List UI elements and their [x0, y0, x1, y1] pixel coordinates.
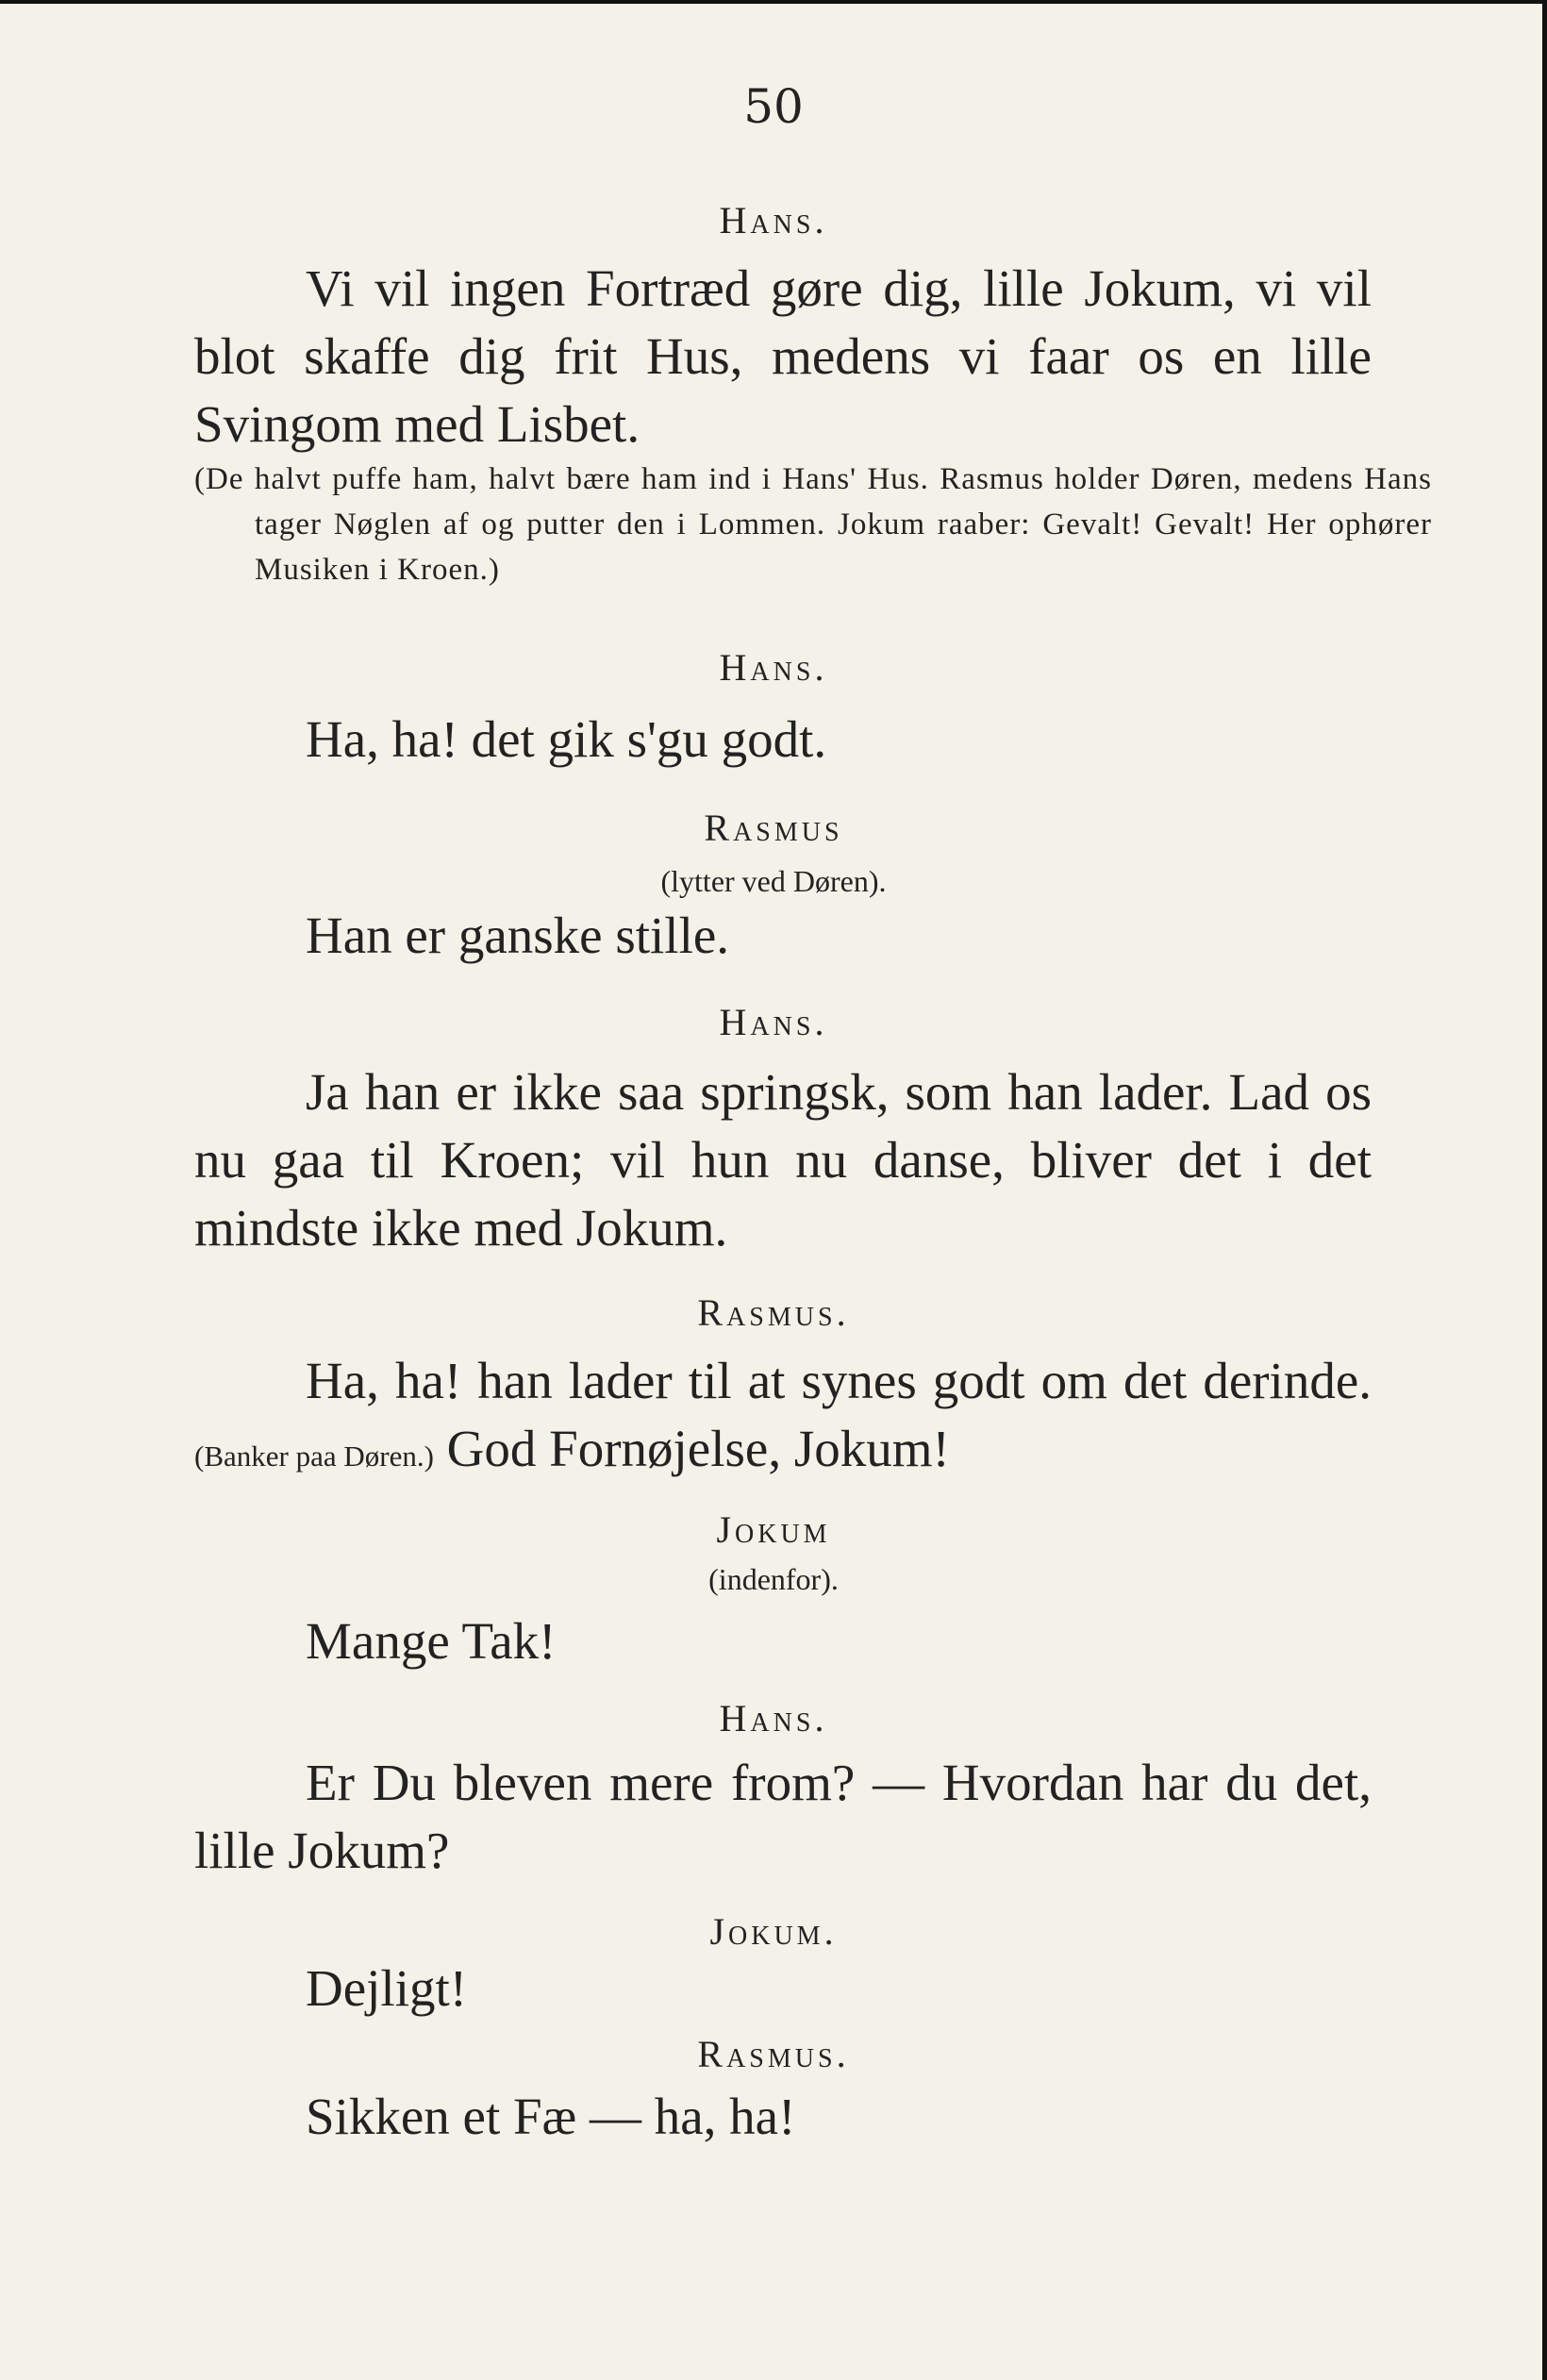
speech-hans-4: Er Du bleven mere from? — Hvordan har du det, lille Jokum? — [194, 1754, 1372, 1879]
speaker-hans-3: Hans. — [719, 1001, 828, 1043]
speaker-jokum-1: Jokum — [716, 1508, 831, 1551]
speech-rasmus-3: Sikken et Fæ — ha, ha! — [306, 2088, 796, 2145]
speech-hans-2: Ha, ha! det gik s'gu godt. — [306, 710, 827, 768]
stage-direction-1: (De halvt puffe ham, halvt bære ham ind i Hans' Hus. Rasmus holder Døren, medens Hans tager Nøglen af og putter den i Lommen. Jokum raaber: Gevalt! Gevalt! Her ophører Musiken i Kroen.) — [194, 462, 1432, 587]
speech-rasmus-2 — [194, 1347, 1372, 1490]
speech-rasmus-2-a: Ha, ha! han lader til at synes godt om det derinde. — [306, 1352, 1372, 1409]
speaker-rasmus-2: Rasmus. — [697, 1291, 850, 1334]
speaker-jokum-2: Jokum. — [709, 1910, 838, 1953]
speech-jokum-2: Dejligt! — [306, 1959, 468, 2017]
note-rasmus-1: (lytter ved Døren). — [660, 864, 887, 898]
speaker-hans-4: Hans. — [719, 1697, 828, 1739]
speaker-hans-2: Hans. — [719, 646, 828, 689]
speaker-rasmus-3: Rasmus. — [697, 2033, 850, 2075]
speaker-hans-1: Hans. — [719, 199, 828, 241]
stage-direction-2: (Banker paa Døren.) — [194, 1440, 434, 1473]
speech-hans-1: Vi vil ingen Fortræd gøre dig, lille Jokum, vi vil blot skaffe dig frit Hus, medens vi faar os en lille Svingom med Lisbet. — [194, 259, 1372, 453]
speech-rasmus-1: Han er ganske stille. — [306, 907, 730, 964]
speech-rasmus-2-b: God Fornøjelse, Jokum! — [446, 1420, 950, 1477]
page-number: 50 — [743, 79, 804, 134]
speech-jokum-1: Mange Tak! — [306, 1612, 557, 1670]
speaker-rasmus-1: Rasmus — [704, 807, 843, 849]
speech-hans-3: Ja han er ikke saa springsk, som han lader. Lad os nu gaa til Kroen; vil hun nu danse, bliver det i det mindste ikke med Jokum. — [194, 1063, 1372, 1257]
note-jokum-1: (indenfor). — [708, 1562, 839, 1596]
